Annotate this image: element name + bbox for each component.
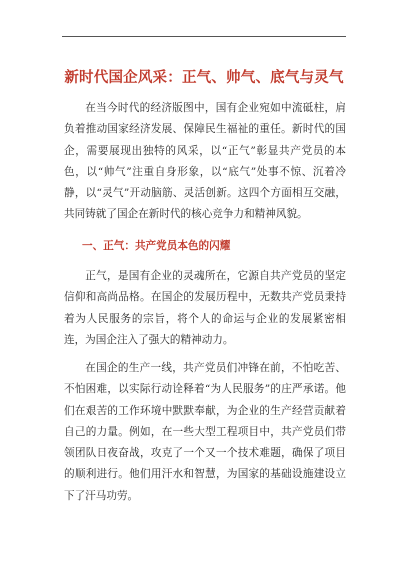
section-paragraph-1: 正气，是国有企业的灵魂所在，它源自共产党员的坚定信仰和高尚品格。在国企的发展历程中，无数共产党员秉持着为人民服务的宗旨，将个人的命运与企业的发展紧密相连，为国企注入了强大的精神动力。	[64, 270, 346, 346]
document-title: 新时代国企风采：正气、帅气、底气与灵气	[64, 69, 344, 86]
header-rule	[62, 36, 346, 37]
intro-paragraph: 在当今时代的经济版图中，国有企业宛如中流砥柱，肩负着推动国家经济发展、保障民生福祉的重任。新时代的国企，需要展现出独特的风采，以“正气”彰显共产党员的本色，以“帅气”注重自身形象，以“底气”处事不惊、沉着冷静，以“灵气”开动脑筋、灵活创新。这四个方面相互交融，共同铸就了国企在新时代的核心竞争力和精神风貌。	[64, 102, 346, 221]
section-heading: 一、正气：共产党员本色的闪耀	[82, 240, 231, 252]
section-paragraph-2: 在国企的生产一线，共产党员们冲锋在前，不怕吃苦、不怕困难，以实际行动诠释着“为人民服务”的庄严承诺。他们在艰苦的工作环境中默默奉献，为企业的生产经营贡献着自己的力量。例如，在一些大型工程项目中，共产党员们带领团队日夜奋战，攻克了一个又一个技术难题，确保了项目的顺利进行。他们用汗水和智慧，为国家的基础设施建设立下了汗马功劳。	[64, 362, 346, 502]
